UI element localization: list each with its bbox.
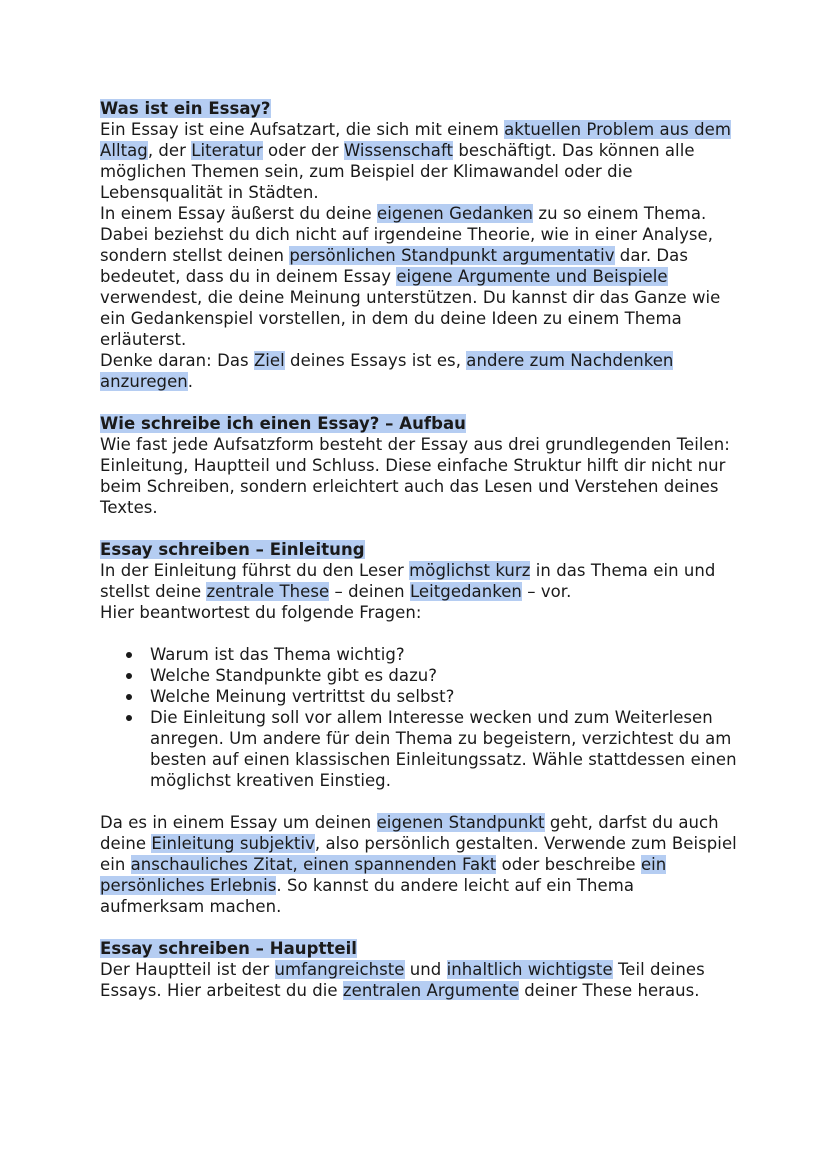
section-heading: Essay schreiben – Einleitung: [100, 540, 365, 559]
highlighted-text: andere zum Nachdenken anzuregen: [100, 351, 674, 391]
highlighted-text: Leitgedanken: [409, 582, 522, 601]
text-segment: Ein Essay ist eine Aufsatzart, die sich mit einem: [100, 120, 505, 139]
bullet-icon: [126, 673, 132, 679]
text-segment: , also persönlich gestalten. Verwende zum Beispiel ein: [100, 834, 737, 874]
paragraph: [100, 812, 740, 917]
highlighted-text: eigenen Standpunkt: [376, 813, 545, 832]
highlighted-text: persönlichen Standpunkt argumentativ: [289, 246, 615, 265]
highlighted-text: aktuellen Problem aus dem Alltag: [100, 120, 731, 160]
highlighted-text: inhaltlich wichtigste: [446, 960, 613, 979]
paragraph: [100, 203, 740, 350]
list-item: Die Einleitung soll vor allem Interesse wecken und zum Weiterlesen anregen. Um andere für dein Thema zu begeistern, verzichtest du am besten auf einen klassischen Einleitungssatz. Wähle stattdessen einen möglichst kreativen Einstieg.: [150, 707, 740, 791]
text-segment: . So kannst du andere leicht auf ein Thema aufmerksam machen.: [100, 876, 635, 916]
bullet-icon: [126, 652, 132, 658]
highlighted-text: ein persönliches Erlebnis: [100, 855, 667, 895]
text-segment: – deinen: [329, 582, 410, 601]
highlighted-text: anschauliches Zitat, einen spannenden Fakt: [130, 855, 497, 874]
text-segment: und: [404, 960, 447, 979]
list-item: Warum ist das Thema wichtig?: [150, 644, 740, 665]
highlighted-text: Literatur: [191, 141, 263, 160]
section-einleitung: [100, 539, 740, 917]
text-segment: verwendest, die deine Meinung unterstützen. Du kannst dir das Ganze wie ein Gedankenspiel vorstellen, in dem du deine Ideen zu einem Thema erläuterst.: [100, 288, 721, 349]
bullet-icon: [126, 715, 132, 721]
paragraph: [100, 350, 740, 392]
question-list: [100, 644, 740, 791]
highlighted-text: zentrale These: [206, 582, 330, 601]
list-item: Welche Standpunkte gibt es dazu?: [150, 665, 740, 686]
highlighted-text: Wissenschaft: [343, 141, 454, 160]
text-segment: zu so einem Thema. Dabei beziehst du dich nicht auf irgendeine Theorie, wie in einer Analyse, sondern stellst deinen: [100, 204, 714, 265]
paragraph: [100, 959, 740, 1001]
list-item: Welche Meinung vertrittst du selbst?: [150, 686, 740, 707]
text-segment: deines Essays ist es,: [284, 351, 467, 370]
text-segment: dar. Das bedeutet, dass du in deinem Essay: [100, 246, 688, 286]
section-heading: Essay schreiben – Hauptteil: [100, 939, 357, 958]
text-segment: , der: [147, 141, 192, 160]
text-segment: Teil deines Essays. Hier arbeitest du die: [100, 960, 705, 1000]
section-hauptteil: [100, 938, 740, 1001]
text-segment: Der Hauptteil ist der: [100, 960, 275, 979]
text-segment: geht, darfst du auch deine: [100, 813, 719, 853]
section-heading: Wie schreibe ich einen Essay? – Aufbau: [100, 414, 466, 433]
highlighted-text: umfangreichste: [274, 960, 405, 979]
text-segment: Denke daran: Das: [100, 351, 254, 370]
paragraph: [100, 602, 740, 623]
paragraph: [100, 119, 740, 203]
text-segment: In der Einleitung führst du den Leser: [100, 561, 410, 580]
text-segment: beschäftigt. Das können alle möglichen Themen sein, zum Beispiel der Klimawandel oder die Lebensqualität in Städten.: [100, 141, 695, 202]
paragraph: [100, 434, 740, 518]
highlighted-text: Einleitung subjektiv: [151, 834, 315, 853]
document-body: [100, 98, 740, 1001]
highlighted-text: eigenen Gedanken: [377, 204, 534, 223]
text-segment: In einem Essay äußerst du deine: [100, 204, 378, 223]
section-aufbau: [100, 413, 740, 518]
bullet-icon: [126, 694, 132, 700]
highlighted-text: Ziel: [253, 351, 285, 370]
text-segment: oder beschreibe: [496, 855, 641, 874]
text-segment: Da es in einem Essay um deinen: [100, 813, 377, 832]
text-segment: deiner These heraus.: [518, 981, 700, 1000]
highlighted-text: eigene Argumente und Beispiele: [396, 267, 668, 286]
highlighted-text: zentralen Argumente: [342, 981, 519, 1000]
paragraph: [100, 560, 740, 602]
section-was-ist-ein-essay: [100, 98, 740, 392]
text-segment: in das Thema ein und stellst deine: [100, 561, 716, 601]
text-segment: oder der: [262, 141, 344, 160]
highlighted-text: möglichst kurz: [409, 561, 531, 580]
section-heading: Was ist ein Essay?: [100, 99, 271, 118]
text-segment: Hier beantwortest du folgende Fragen:: [100, 603, 422, 622]
text-segment: Wie fast jede Aufsatzform besteht der Essay aus drei grundlegenden Teilen: Einleitung, Hauptteil und Schluss. Diese einfache Struktur hilft dir nicht nur beim Schreiben, sondern erleichtert auch das Lesen und Verstehen deines Textes.: [100, 435, 730, 517]
text-segment: – vor.: [521, 582, 572, 601]
text-segment: .: [187, 372, 194, 391]
